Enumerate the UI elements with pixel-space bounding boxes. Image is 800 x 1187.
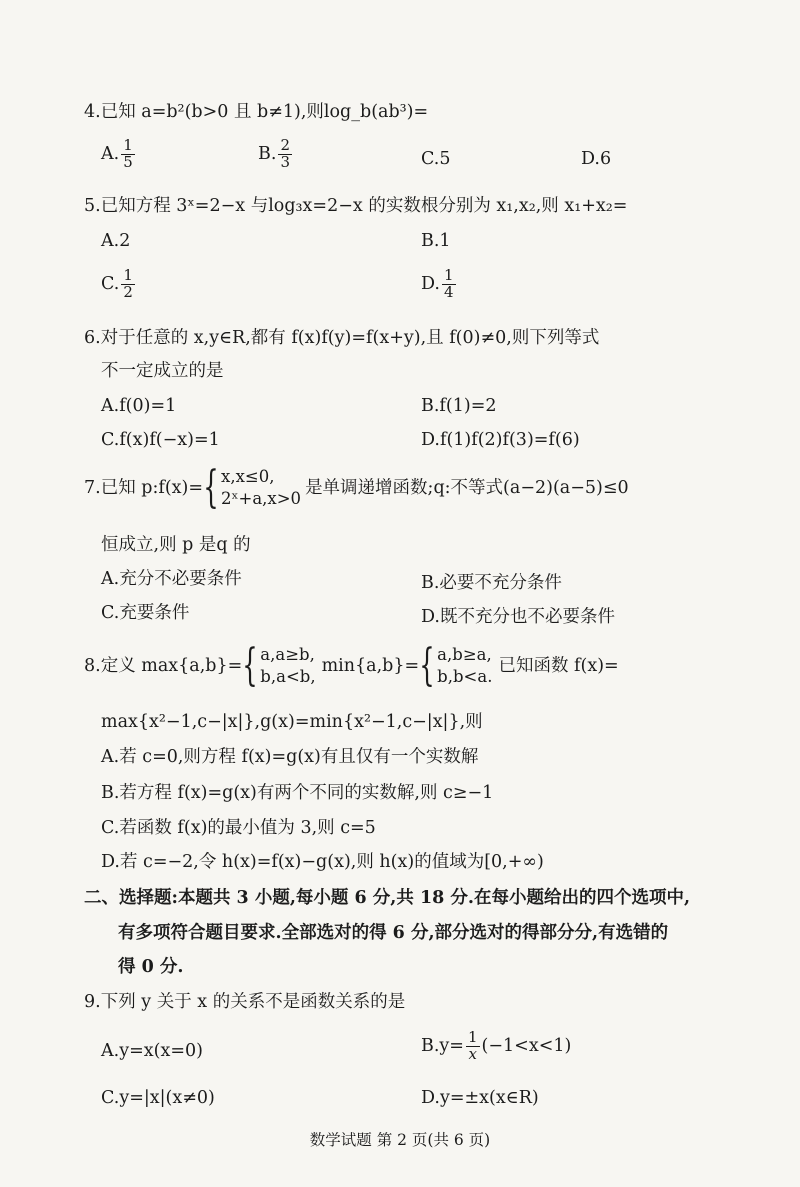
q7-option-b: B.必要不充分条件: [421, 573, 562, 593]
q4-option-c: C.5: [421, 149, 451, 169]
q7-stem-line1: 7.已知 p:f(x)= { x,x≤0, 2ˣ+a,x>0 是单调递增函数;q:不等式(a−2)(a−5)≤0: [84, 462, 629, 514]
q6-stem-line1: 6.对于任意的 x,y∈R,都有 f(x)f(y)=f(x+y),且 f(0)≠0,则下列等式: [84, 328, 600, 348]
q8-option-d: D.若 c=−2,令 h(x)=f(x)−g(x),则 h(x)的值域为[0,+∞): [101, 852, 544, 872]
q5-option-b: B.1: [421, 231, 451, 251]
q4-option-b: B. $\frac{2}{3}$: [258, 136, 290, 171]
q7-option-a: A.充分不必要条件: [101, 569, 242, 589]
q8-option-c: C.若函数 f(x)的最小值为 3,则 c=5: [101, 818, 376, 838]
section2-header-line1: 二、选择题:本题共 3 小题,每小题 6 分,共 18 分.在每小题给出的四个选项中,: [84, 888, 691, 908]
q8-min-cases: a,b≥a, b,b<a.: [437, 645, 493, 687]
q8-max-cases: a,a≥b, b,a<b,: [260, 645, 316, 687]
q7-brace: {: [203, 462, 219, 514]
q6-option-a: A.f(0)=1: [101, 396, 177, 416]
q8-option-b: B.若方程 f(x)=g(x)有两个不同的实数解,则 c≥−1: [101, 783, 494, 803]
q6-option-b: B.f(1)=2: [421, 396, 497, 416]
q7-option-d: D.既不充分也不必要条件: [421, 607, 615, 627]
page-footer: 数学试题 第 2 页(共 6 页): [309, 1131, 491, 1149]
q8-min-brace: {: [419, 640, 435, 692]
q9-option-a: A.y=x(x=0): [101, 1041, 203, 1061]
q6-stem-line2: 不一定成立的是: [101, 361, 224, 381]
q5-stem: 5.已知方程 3ˣ=2−x 与log₃x=2−x 的实数根分别为 x₁,x₂,则 x₁+x₂=: [84, 196, 628, 216]
q8-stem-line2: max{x²−1,c−|x|},g(x)=min{x²−1,c−|x|},则: [101, 712, 483, 732]
section2-header-line3: 得 0 分.: [118, 957, 184, 977]
q6-option-d: D.f(1)f(2)f(3)=f(6): [421, 430, 580, 450]
q6-option-c: C.f(x)f(−x)=1: [101, 430, 220, 450]
q8-stem-line1: 8.定义 max{a,b}= { a,a≥b, b,a<b, min{a,b}= { a,b≥a, b,b<a. 已知函数 f(x)=: [84, 640, 619, 692]
q7-option-c: C.充要条件: [101, 603, 190, 623]
q9-option-c: C.y=|x|(x≠0): [101, 1088, 215, 1108]
q4-option-d: D.6: [581, 149, 612, 169]
q9-stem: 9.下列 y 关于 x 的关系不是函数关系的是: [84, 992, 406, 1012]
q9-option-d: D.y=±x(x∈R): [421, 1088, 539, 1108]
section2-header-line2: 有多项符合题目要求.全部选对的得 6 分,部分选对的得部分分,有选错的: [118, 923, 669, 943]
q7-piecewise: x,x≤0, 2ˣ+a,x>0: [221, 467, 302, 509]
q4-stem: 4.已知 a=b²(b>0 且 b≠1),则log_b(ab³)=: [84, 102, 429, 122]
q9-option-b: B.y= $\frac{1}{x}$ (−1<x<1): [421, 1028, 572, 1063]
q4-option-a: A. $\frac{1}{5}$: [101, 136, 133, 171]
q8-option-a: A.若 c=0,则方程 f(x)=g(x)有且仅有一个实数解: [101, 747, 479, 767]
q5-option-d: D. $\frac{1}{4}$: [421, 266, 454, 301]
q7-stem-line2: 恒成立,则 p 是q 的: [101, 535, 251, 555]
q8-max-brace: {: [242, 640, 258, 692]
q5-option-c: C. $\frac{1}{2}$: [101, 266, 133, 301]
q5-option-a: A.2: [101, 231, 131, 251]
